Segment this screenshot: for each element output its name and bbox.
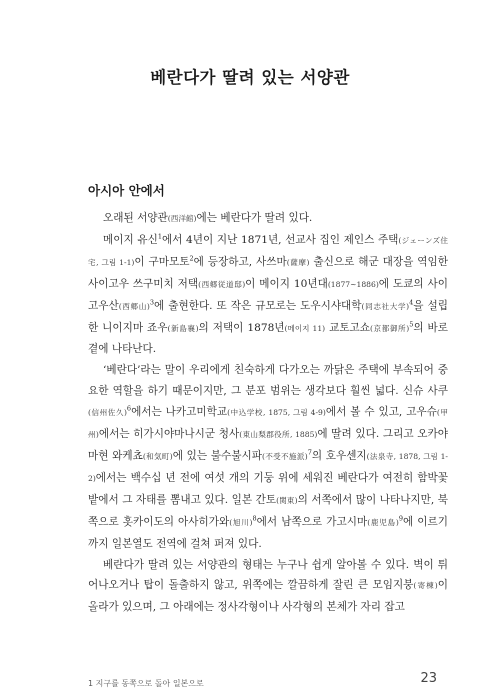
footnote-marker: 8: [252, 514, 257, 523]
text-run: 에서는 나카고미학교: [131, 406, 228, 419]
page-title: 베란다가 딸려 있는 서양관: [150, 68, 350, 87]
page-number: 23: [420, 671, 437, 686]
text-run: 에 이르기까지 일본열도 전역에 걸쳐 퍼져 있다.: [88, 515, 448, 550]
paragraph-3: [88, 360, 448, 554]
footnote-marker: 6: [126, 404, 132, 413]
annotation: (薩摩): [286, 257, 310, 267]
paragraph-4: [88, 555, 448, 619]
annotation: (和気町): [142, 451, 173, 461]
text-run: 의 저택이 1878년: [198, 321, 285, 334]
footnote-marker: 7: [307, 448, 312, 457]
body-text: [88, 208, 448, 618]
text-run: 의 서쪽에서 많이 나타나지만, 북쪽으로 홋카이도의 아사히가와: [88, 493, 449, 528]
text-run: 이 올라가 있으며, 그 아래에는 정사각형이나 사각형의 본체가 자리 잡고: [88, 579, 448, 614]
text-run: 에서는 백수십 년 전에 여섯 개의 기둥 위에 세워진 베란다가 여전히 함박꽃밭에서 그 자태를 뽐내고 있다. 일본 간토: [88, 471, 448, 506]
annotation: (寄棟): [413, 581, 438, 591]
text-run: 에 출현한다. 또 작은 규모로는 도우시샤대학: [154, 299, 362, 312]
text-run: 교토고쇼: [325, 321, 371, 334]
text-run: 에 있는 불수불시파: [172, 449, 262, 462]
text-run: ‘베란다’라는 말이 우리에게 친숙하게 다가오는 까닭은 주택에 부속되어 중요한 역할을 하기 때문이지만, 그 분포 범위는 생각보다 훨씬 넓다. 신슈 사쿠: [88, 364, 448, 398]
annotation: (同志社大学): [361, 301, 410, 311]
annotation: (鹿児島): [367, 517, 399, 527]
section-heading: 아시아 안에서: [88, 183, 165, 198]
annotation: (不受不施派): [261, 451, 308, 461]
text-run: 오래된 서양관: [103, 212, 168, 224]
text-run: 베란다가 딸려 있는 서양관의 형태는 누구나 쉽게 알아볼 수 있다. 벽이 튀어나오거나 탑이 돌출하지 않고, 위쪽에는 깔끔하게 잘린 큰 모임지붕: [88, 558, 448, 592]
text-run: 에서 남쪽으로 가고시마: [256, 515, 368, 528]
paragraph-1: [88, 208, 448, 230]
annotation: (東山梨郡役所, 1885): [239, 430, 318, 440]
text-run: 에 도쿄의 사이고우산: [88, 277, 448, 312]
footnote-marker: 5: [409, 320, 414, 328]
annotation: (京都御所): [370, 323, 410, 333]
footnote-marker: 1: [157, 232, 162, 241]
annotation: (法泉寺, 1878, 그림 1-2): [88, 451, 448, 483]
text-run: 을 설립한 니이지마 죠우: [88, 299, 448, 334]
footnote-marker: 4: [409, 298, 414, 307]
annotation: (関東): [276, 495, 298, 505]
text-run: 에는 베란다가 딸려 있다.: [196, 212, 313, 224]
text-run: 이 구마모토: [134, 255, 190, 268]
running-footer: 1 지구를 동쪽으로 돌아 일본으로: [88, 679, 204, 688]
annotation: (旭川): [229, 517, 253, 527]
annotation: (信州佐久): [88, 408, 127, 418]
annotation: (中込学校, 1875, 그림 4-9): [227, 408, 326, 418]
annotation: (西洋館): [167, 214, 197, 223]
annotation: (西郷山): [118, 301, 150, 311]
text-run: 의 바로 곁에 나타난다.: [88, 321, 448, 356]
text-run: 의 호우센지: [311, 449, 367, 462]
footnote-marker: 9: [398, 514, 403, 523]
annotation: (1877~1886): [327, 279, 379, 289]
text-run: 에서 볼 수 있고, 고우슈: [325, 406, 437, 419]
text-run: 에서 4년이 지난 1871년, 선교사 집인 제인스 주택: [161, 233, 399, 246]
footnote-marker: 3: [149, 298, 155, 307]
annotation: (西郷従道邸): [198, 279, 246, 289]
text-run: 이 메이지 10년대: [245, 277, 328, 290]
annotation: (甲州): [88, 408, 448, 440]
annotation: (新島襄): [167, 323, 199, 333]
paragraph-2: [88, 230, 448, 360]
text-run: 에 딸려 있다. 그리고 오카야마현 와케쵸: [88, 428, 449, 462]
text-run: 메이지 유신: [103, 233, 158, 246]
text-run: 에서는 히가시야마나시군 청사: [98, 428, 240, 441]
annotation: (메이지 11): [284, 323, 326, 333]
annotation: (ジェーンズ住宅, 그림 1-1): [88, 235, 449, 267]
text-run: 에 등장하고, 사쓰마: [193, 255, 287, 268]
footnote-marker: 2: [189, 254, 194, 263]
text-run: 출신으로 해군 대장을 역임한 사이고우 쓰구미치 저택: [88, 255, 448, 290]
